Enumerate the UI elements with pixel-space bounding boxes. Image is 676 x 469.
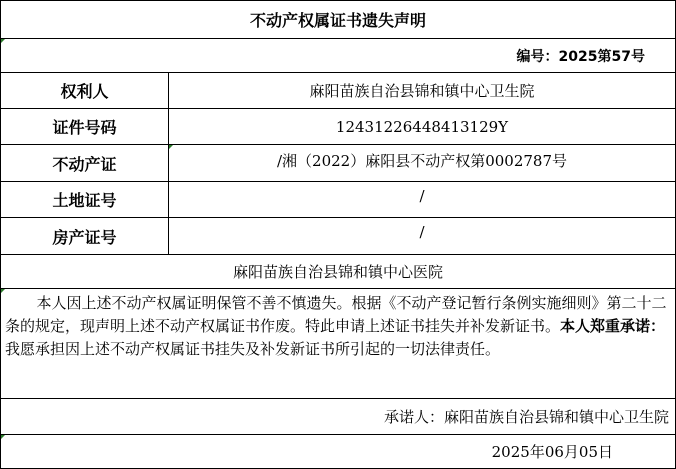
statement-emphasis: 本人郑重承诺： <box>560 317 666 335</box>
field-value-certificate-number: 12431226448413129Y <box>335 117 509 136</box>
field-label-certificate-number: 证件号码 <box>1 109 169 144</box>
corner-mark-icon <box>1 39 5 43</box>
field-row-property-certificate <box>1 145 675 182</box>
document-title: 不动产权属证书遗失声明 <box>1 1 675 39</box>
field-value-right-holder: 麻阳苗族自治县锦和镇中心卫生院 <box>309 82 535 100</box>
field-value-house-certificate: / <box>419 223 425 241</box>
statement-text-1: 本人因上述不动产权属证明保管不善不慎遗失。根据《不动产登记暂行条例实施细则》第二十二条的规定，现声明上述不动产权属证书作废。特此申请上述证书挂失并补发新证书。 <box>5 294 667 335</box>
declaration-date: 2025年06月05日 <box>491 443 613 461</box>
corner-mark-icon <box>1 289 5 293</box>
declaration-statement <box>1 289 675 399</box>
hospital-name-line: 麻阳苗族自治县锦和镇中心医院 <box>1 255 675 289</box>
statement-text-2: 我愿承担因上述不动产权属证书挂失及补发新证书所引起的一切法律责任。 <box>5 340 501 358</box>
field-label-right-holder: 权利人 <box>1 73 169 108</box>
promisor-line: 承诺人：麻阳苗族自治县锦和镇中心卫生院 <box>1 399 675 435</box>
field-value-land-certificate: / <box>419 187 425 205</box>
field-row-house-certificate <box>1 218 675 255</box>
corner-mark-icon <box>169 145 173 149</box>
field-row-land-certificate <box>1 182 675 218</box>
field-label-house-certificate: 房产证号 <box>1 218 169 254</box>
field-row-right-holder <box>1 73 675 109</box>
field-row-certificate-number <box>1 109 675 145</box>
field-value-property-certificate: /湘（2022）麻阳县不动产权第0002787号 <box>276 152 568 170</box>
field-label-land-certificate: 土地证号 <box>1 182 169 217</box>
corner-mark-icon <box>1 435 5 439</box>
field-label-property-certificate: 不动产证 <box>1 145 169 181</box>
document-number: 编号：2025第57号 <box>1 39 675 73</box>
